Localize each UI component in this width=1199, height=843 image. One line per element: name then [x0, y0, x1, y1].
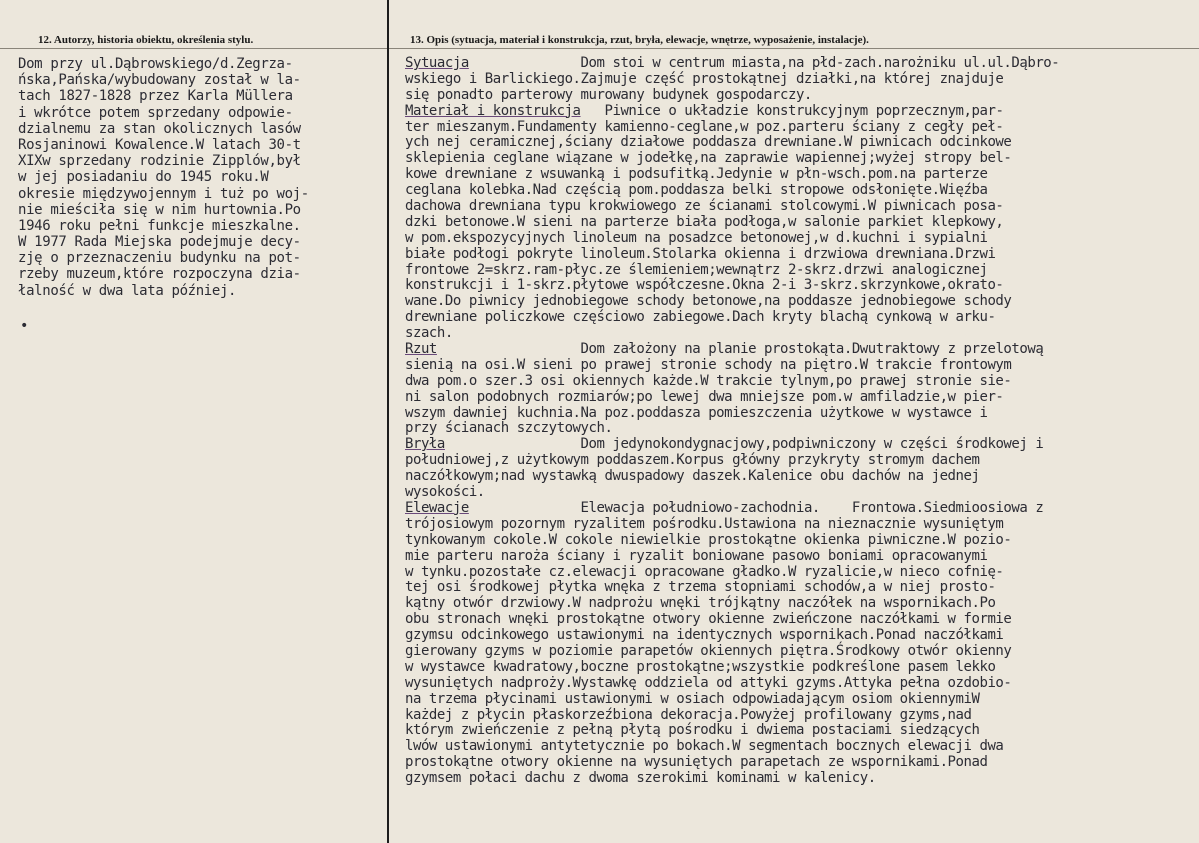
history-line: tach 1827-1828 przez Karla Müllera: [18, 88, 293, 105]
description-line: [405, 374, 1197, 390]
description-line: [405, 453, 1197, 469]
section-start-line: [405, 501, 1197, 517]
description-line: [405, 135, 1197, 151]
label-gap: [469, 500, 581, 516]
line-text: Dom założony na planie prostokąta.Dwutraktowy z przelotową: [580, 341, 1044, 358]
description-line: [405, 596, 1197, 612]
line-text: trójosiowym pozornym ryzalitem pośrodku.Ustawiona na nieznacznie wysuniętym: [405, 515, 1004, 532]
line-text: dzki betonowe.W sieni na parterze biała podłoga,w salonie parkiet klepkowy,: [405, 213, 1004, 230]
line-text: ni salon podobnych rozmiarów;po lewej dwa mniejsze pom.w amfiladzie,w pier-: [405, 388, 1004, 405]
description-line: [405, 390, 1197, 406]
label-gap: [437, 341, 581, 357]
line-text: w wystawce kwadratowy,boczne prostokątne;wszystkie podkreślone pasem lekko: [405, 658, 996, 675]
line-text: ceglana kolebka.Nad częścią pom.poddasza belki stropowe odsłonięte.Więźba: [405, 182, 988, 199]
description-line: [405, 247, 1197, 263]
line-text: wysokości.: [405, 484, 485, 501]
line-text: drewniane policzkowe częściowo zabiegowe.Dach kryty blachą cynkową w arku-: [405, 309, 996, 326]
line-text: obu stronach wnęki prostokątne otwory okienne zwieńczone naczółkami w formie: [405, 611, 1012, 628]
description-line: [405, 469, 1197, 485]
line-text: dachowa drewniana typu krokwiowego ze ścianami stolcowymi.W piwnicach posa-: [405, 198, 1004, 215]
line-text: ter mieszanym.Fundamenty kamienno-ceglane,w poz.parteru ściany z cegły peł-: [405, 118, 1004, 135]
description-line: [405, 263, 1197, 279]
description-line: [405, 231, 1197, 247]
history-line: nie mieściła się w nim hurtownia.Po: [18, 201, 301, 218]
history-line: okresie międzywojennym i tuż po woj-: [18, 185, 309, 202]
history-text-block: [18, 56, 384, 299]
history-line: rzeby muzeum,które rozpoczyna dzia-: [18, 266, 301, 283]
history-line: zję o przeznaczeniu budynku na pot-: [18, 250, 301, 267]
line-text: wszym dawniej kuchnia.Na poz.poddasza pomieszczenia użytkowe w wystawce i: [405, 404, 988, 421]
description-line: [405, 708, 1197, 724]
line-text: lwów ustawionymi antytetycznie po bokach.W segmentach bocznych elewacji dwa: [405, 738, 1004, 755]
history-line: ńska,Pańska/wybudowany został w la-: [18, 72, 301, 89]
line-text: kątny otwór drzwiowy.W nadprożu wnęki trójkątny naczółek na wspornikach.Po: [405, 595, 996, 612]
line-text: którym zwieńczenie z pełną płytą pośrodku i dwiema postaciami siedzących: [405, 722, 980, 739]
line-text: gzymsem połaci dachu z dwoma szerokimi kominami w kalenicy.: [405, 770, 876, 787]
description-line: [405, 533, 1197, 549]
line-text: ych nej ceramicznej,ściany działowe poddasza drewniane.W piwnicach odcinkowe: [405, 134, 1012, 151]
margin-mark: •: [20, 318, 29, 334]
line-text: konstrukcji i 1-skrz.płytowe współczesne.Okna 2-i 3-skrz.skrzynkowe,okrato-: [405, 277, 1004, 294]
description-line: [405, 644, 1197, 660]
history-line: łalność w dwa lata później.: [18, 282, 237, 299]
line-text: gzymsu odcinkowego ustawionymi na identycznych wspornikach.Ponad naczółkami: [405, 627, 1004, 644]
line-text: naczółkowym;nad wystawką dwuspadowy daszek.Kalenice obu dachów na jednej: [405, 468, 980, 485]
section-label: Rzut: [405, 341, 437, 358]
line-text: sienią na osi.W sieni po prawej stronie schody na piętro.W trakcie frontowym: [405, 356, 1012, 373]
description-line: [405, 771, 1197, 787]
description-line: [405, 692, 1197, 708]
description-line: [405, 517, 1197, 533]
line-text: wane.Do piwnicy jednobiegowe schody betonowe,na poddasze jednobiegowe schody: [405, 293, 1012, 310]
line-text: na trzema płycinami ustawionymi w osiach odpowiadającym osiom okiennymiW: [405, 690, 980, 707]
line-text: przy ścianach szczytowych.: [405, 420, 613, 437]
section-start-line: [405, 342, 1197, 358]
right-column-header: 13. Opis (sytuacja, materiał i konstrukcja, rzut, bryła, elewacje, wnętrze, wyposażenie, instalacje).: [410, 34, 869, 46]
label-gap: [581, 103, 605, 119]
description-line: [405, 549, 1197, 565]
line-text: tynkowanym cokole.W cokole niewielkie prostokątne okienka piwniczne.W pozio-: [405, 531, 1012, 548]
description-line: [405, 739, 1197, 755]
history-line: Dom przy ul.Dąbrowskiego/d.Zegrza-: [18, 56, 293, 72]
description-line: [405, 612, 1197, 628]
line-text: białe podłogi pokryte linoleum.Stolarka okienna i drzwiowa drewniana.Drzwi: [405, 245, 996, 262]
description-line: [405, 723, 1197, 739]
line-text: Dom stoi w centrum miasta,na płd-zach.narożniku ul.ul.Dąbro-: [580, 55, 1060, 71]
section-start-line: [405, 104, 1197, 120]
label-gap: [445, 436, 581, 452]
description-line: [405, 580, 1197, 596]
section-label: Materiał i konstrukcja: [405, 102, 581, 119]
left-column-header: 12. Autorzy, historia obiektu, określenia stylu.: [38, 34, 254, 46]
line-text: mie parteru naroża ściany i ryzalit boniowane pasowo boniami opracowanymi: [405, 547, 988, 564]
description-line: [405, 628, 1197, 644]
description-line: [405, 676, 1197, 692]
history-line: XIXw sprzedany rodzinie Zipplów,był: [18, 153, 301, 170]
description-line: [405, 326, 1197, 342]
history-line: w jej posiadaniu do 1945 roku.W: [18, 169, 269, 186]
description-line: [405, 88, 1197, 104]
history-line: Rosjaninowi Kowalence.W latach 30-t: [18, 136, 301, 153]
description-line: [405, 294, 1197, 310]
description-line: [405, 565, 1197, 581]
section-start-line: [405, 56, 1197, 72]
line-text: kowe drewniane z wsuwanką i podsufitką.Jedynie w płn-wsch.pom.na parterze: [405, 166, 988, 183]
line-text: każdej z płycin płaskorzeźbiona dekoracja.Powyżej profilowany gzyms,nad: [405, 706, 972, 723]
section-label: Bryła: [405, 436, 445, 453]
description-line: [405, 167, 1197, 183]
history-line: dzialnemu za stan okolicznych lasów: [18, 120, 301, 137]
section-label: Elewacje: [405, 499, 469, 516]
description-line: [405, 72, 1197, 88]
history-line: W 1977 Rada Miejska podejmuje decy-: [18, 234, 301, 251]
description-line: [405, 421, 1197, 437]
description-line: [405, 485, 1197, 501]
line-text: Elewacja południowo-zachodnia. Frontowa.Siedmioosiowa z: [580, 499, 1044, 516]
line-text: dwa pom.o szer.3 osi okiennych każde.W trakcie tylnym,po prawej stronie sie-: [405, 372, 1012, 389]
line-text: w tynku.pozostałe cz.elewacji opracowane gładko.W ryzalicie,w nieco cofnię-: [405, 563, 1004, 580]
description-line: [405, 120, 1197, 136]
history-line: i wkrótce potem sprzedany odpowie-: [18, 104, 293, 121]
description-line: [405, 278, 1197, 294]
column-divider: [387, 0, 389, 843]
history-line: 1946 roku pełni funkcje mieszkalne.: [18, 217, 301, 234]
line-text: wskiego i Barlickiego.Zajmuje część prostokątnej działki,na której znajduje: [405, 70, 1004, 87]
description-line: [405, 183, 1197, 199]
description-line: [405, 151, 1197, 167]
header-divider: [0, 48, 1199, 49]
description-line: [405, 755, 1197, 771]
description-line: [405, 406, 1197, 422]
line-text: szach.: [405, 325, 453, 342]
description-line: [405, 358, 1197, 374]
label-gap: [469, 55, 581, 71]
line-text: wysuniętych nadproży.Wystawkę oddziela od attyki gzyms.Attyka pełna ozdobio-: [405, 674, 1012, 691]
line-text: Piwnice o układzie konstrukcyjnym poprzecznym,par-: [604, 102, 1004, 119]
description-text-block: [405, 56, 1197, 787]
line-text: w pom.ekspozycyjnych linoleum na posadzce betonowej,w d.kuchni i sypialni: [405, 229, 988, 246]
description-line: [405, 310, 1197, 326]
line-text: Dom jedynokondygnacjowy,podpiwniczony w części środkowej i: [580, 436, 1044, 453]
line-text: południowej,z użytkowym poddaszem.Korpus główny przykryty stromym dachem: [405, 452, 980, 469]
description-line: [405, 660, 1197, 676]
description-line: [405, 199, 1197, 215]
line-text: frontowe 2=skrz.ram-płyc.ze ślemieniem;wewnątrz 2-skrz.drzwi analogicznej: [405, 261, 988, 278]
line-text: sklepienia ceglane wiązane w jodełkę,na zaprawie wapiennej;wyżej stropy bel-: [405, 150, 1012, 167]
line-text: prostokątne otwory okienne na wysuniętych parapetach ze wspornikami.Ponad: [405, 754, 988, 771]
description-line: [405, 215, 1197, 231]
line-text: gierowany gzyms w poziomie parapetów okiennych piętra.Środkowy otwór okienny: [405, 642, 1012, 659]
line-text: się ponadto parterowy murowany budynek gospodarczy.: [405, 86, 812, 103]
section-start-line: [405, 437, 1197, 453]
section-label: Sytuacja: [405, 55, 469, 71]
line-text: tej osi środkowej płytka wnęka z trzema stopniami schodów,a w niej prosto-: [405, 579, 996, 596]
